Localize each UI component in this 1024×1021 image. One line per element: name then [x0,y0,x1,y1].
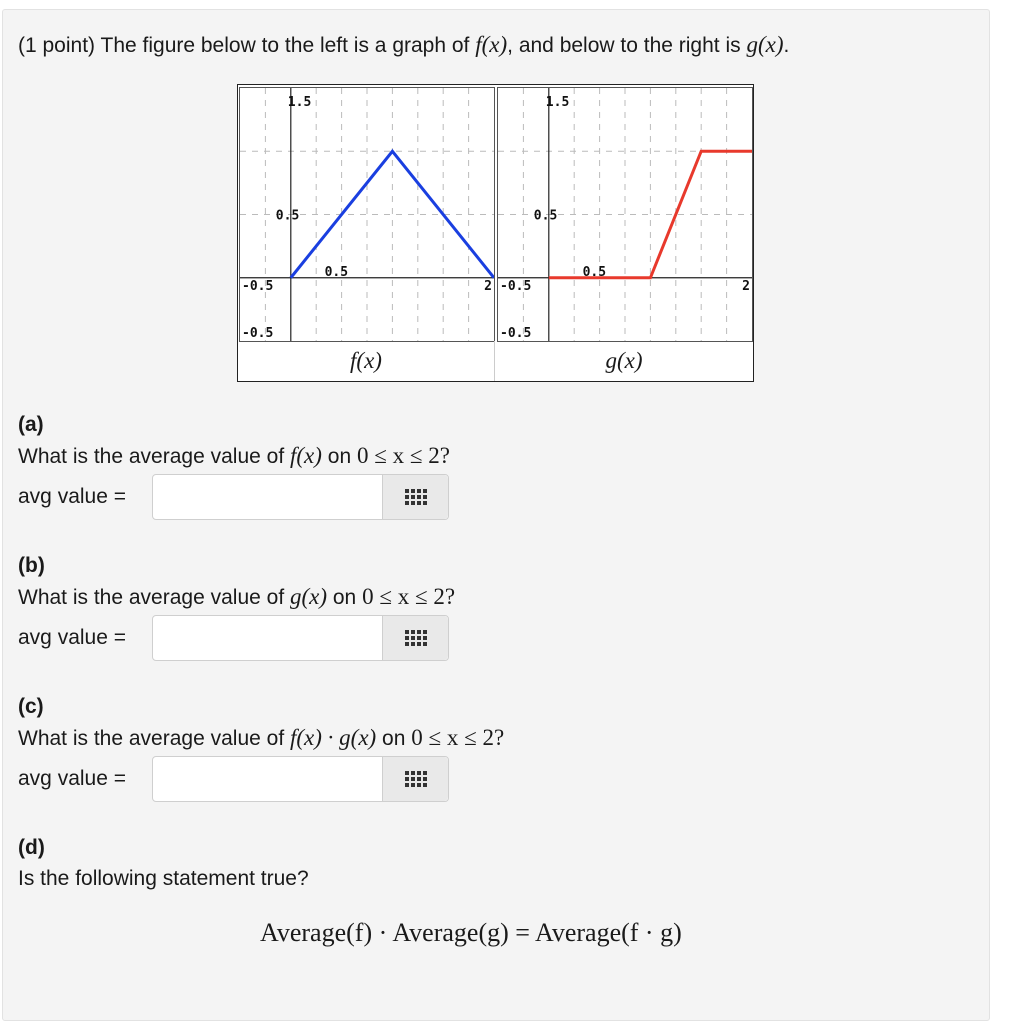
part-c-answer-box [152,756,449,802]
part-c-on: on [382,727,406,750]
part-c-question [18,725,504,751]
f-graph [239,87,495,342]
grid-keypad-icon [405,771,427,787]
grid-keypad-icon [405,489,427,505]
part-a-label: (a) [18,413,44,436]
part-b-on: on [332,586,357,609]
part-b-interval: 0 ≤ x ≤ 2? [362,584,456,609]
grid-keypad-icon [405,630,427,646]
f-caption: f(x) [350,348,382,373]
part-a-fn: f(x) [290,443,322,468]
f-tick-x-end: 2 [484,278,492,294]
intro-f: f(x) [475,32,508,57]
f-tick-y-top: 1.5 [287,95,312,110]
intro-prefix: (1 point) The figure below to the left is a graph of [18,34,470,57]
part-b-answer-box [152,615,449,661]
g-graph [497,87,753,342]
part-a-on: on [327,445,352,468]
part-b-question [18,584,455,610]
g-tick-x-end: 2 [742,278,750,294]
part-d-label: (d) [18,836,45,859]
part-a-answer-input[interactable] [153,475,383,519]
f-tick-x-mid: 0.5 [324,264,349,280]
figure-table [237,84,754,382]
g-tick-x-neg: -0.5 [500,278,532,294]
part-c-answer-input[interactable] [153,757,383,801]
part-c-keypad-button[interactable] [382,757,448,801]
part-c-interval: 0 ≤ x ≤ 2? [411,725,505,750]
part-b-keypad-button[interactable] [382,616,448,660]
part-c-prefix: What is the average value of [18,727,285,750]
part-c-label: (c) [18,695,44,718]
g-plot [498,88,752,341]
intro-g: g(x) [746,32,784,57]
part-b-prefix: What is the average value of [18,586,285,609]
f-tick-y-neg: -0.5 [242,326,274,341]
part-c-answer-label: avg value = [18,767,126,790]
part-a-prefix: What is the average value of [18,445,285,468]
part-c-fn: f(x) · g(x) [290,725,377,750]
intro-end: . [783,34,790,57]
g-tick-y-mid: 0.5 [533,208,558,224]
part-a-question [18,443,450,469]
g-caption: g(x) [605,348,643,373]
part-a-interval: 0 ≤ x ≤ 2? [356,443,450,468]
part-a-answer-label: avg value = [18,485,126,508]
f-plot [240,88,494,341]
intro-text [18,32,789,58]
g-tick-y-neg: -0.5 [500,326,532,341]
part-a-keypad-button[interactable] [382,475,448,519]
part-b-answer-input[interactable] [153,616,383,660]
intro-middle: , and below to the right is [507,34,741,57]
part-d-equation: Average(f) · Average(g) = Average(f · g) [260,918,682,947]
part-b-answer-label: avg value = [18,626,126,649]
g-tick-x-mid: 0.5 [582,264,607,280]
part-d-question: Is the following statement true? [18,867,309,890]
part-a-answer-box [152,474,449,520]
caption-divider [494,341,495,381]
f-tick-x-neg: -0.5 [242,278,274,294]
f-tick-y-mid: 0.5 [275,208,300,224]
g-tick-y-top: 1.5 [545,95,570,110]
part-b-fn: g(x) [290,584,328,609]
part-b-label: (b) [18,554,45,577]
